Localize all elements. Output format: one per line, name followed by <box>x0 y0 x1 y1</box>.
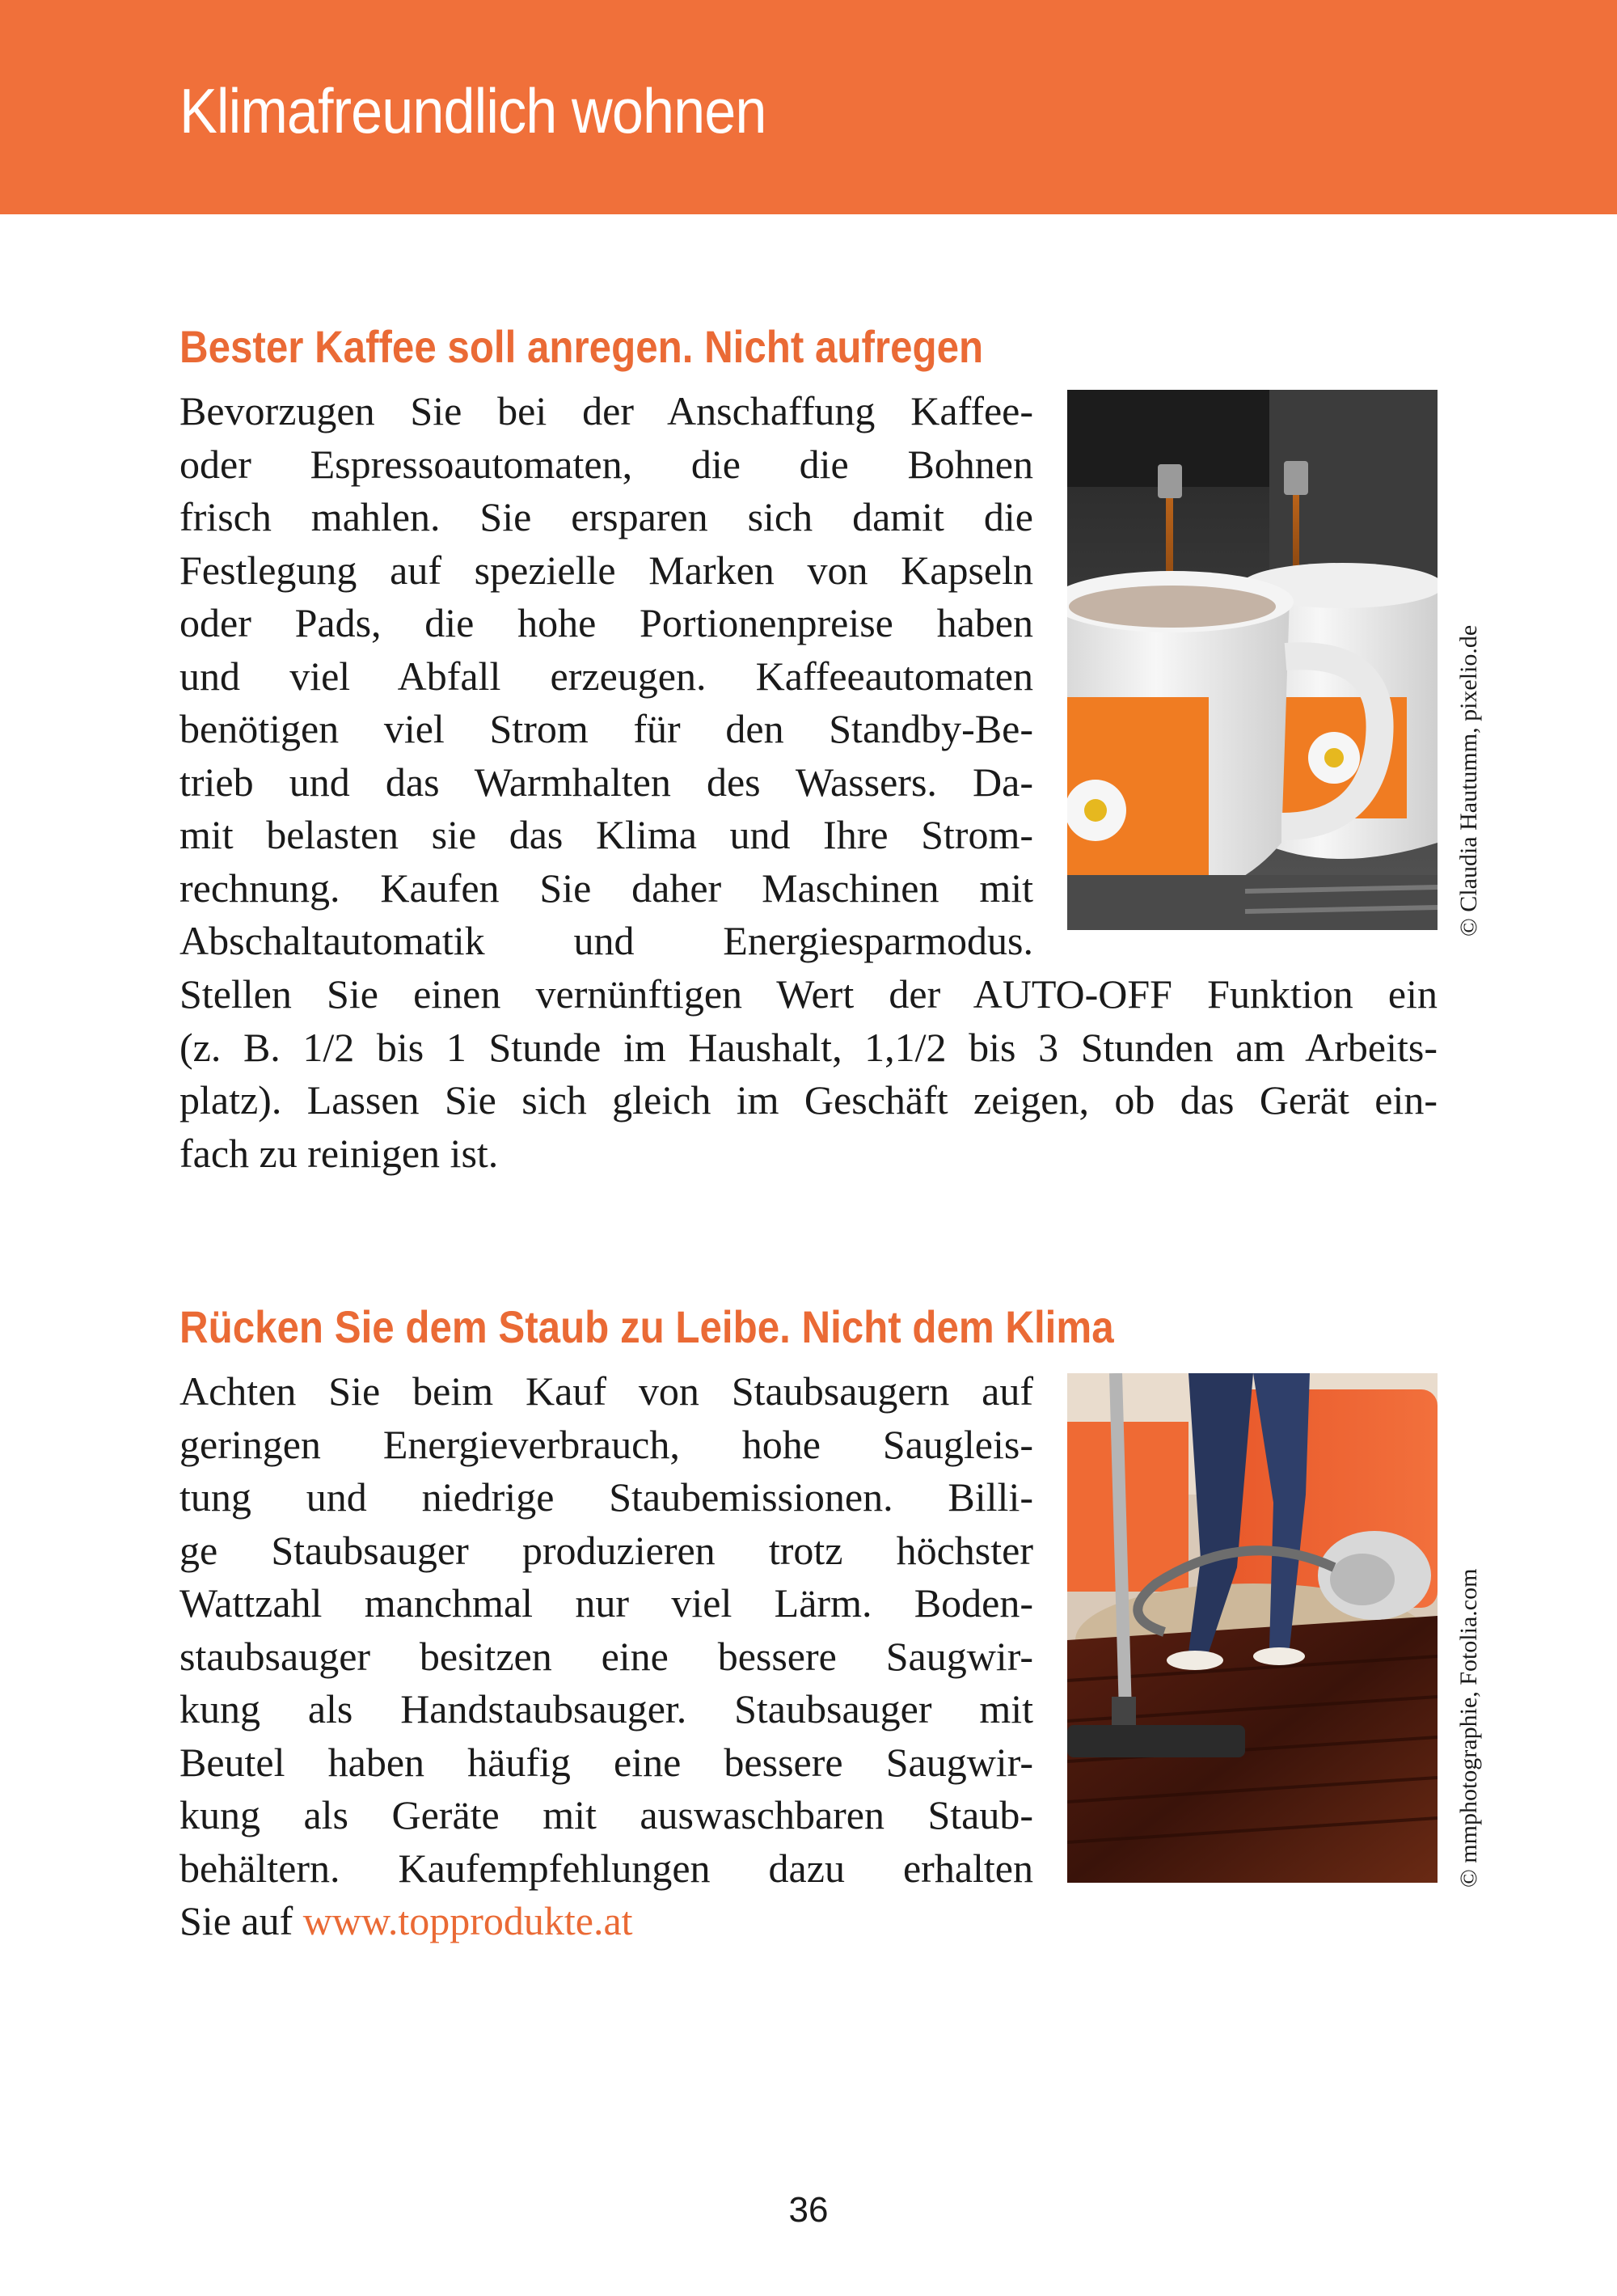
text-line: trieb und das Warmhalten des Wassers. Da- <box>179 759 1033 805</box>
text-line: staubsauger besitzen eine bessere Saugwir- <box>179 1633 1033 1679</box>
text-line: benötigen viel Strom für den Standby-Be- <box>179 706 1033 751</box>
vacuum-photo <box>1067 1373 1438 1883</box>
text-line: mit belasten sie das Klima und Ihre Strom- <box>179 812 1033 857</box>
text-line: oder Espressoautomaten, die die Bohnen <box>179 441 1033 487</box>
section-heading-coffee: Bester Kaffee soll anregen. Nicht aufregen <box>179 321 984 372</box>
text-line: Achten Sie beim Kauf von Staubsaugern auf <box>179 1368 1033 1414</box>
text-line: Stellen Sie einen vernünftigen Wert der AUTO-OFF Funktion ein <box>179 971 1438 1017</box>
text-line: behältern. Kaufempfehlungen dazu erhalten <box>179 1845 1033 1891</box>
text-prefix: Sie auf <box>179 1898 303 1943</box>
text-line: tung und niedrige Staubemissionen. Billi- <box>179 1474 1033 1520</box>
text-line: Bevorzugen Sie bei der Anschaffung Kaffee- <box>179 388 1033 433</box>
text-line: Festlegung auf spezielle Marken von Kapseln <box>179 547 1033 593</box>
text-line: Wattzahl manchmal nur viel Lärm. Boden- <box>179 1580 1033 1626</box>
text-line: frisch mahlen. Sie ersparen sich damit die <box>179 494 1033 539</box>
text-line: oder Pads, die hohe Portionenpreise haben <box>179 600 1033 645</box>
text-line: kung als Geräte mit auswaschbaren Staub- <box>179 1792 1033 1837</box>
text-line: und viel Abfall erzeugen. Kaffeeautomaten <box>179 653 1033 699</box>
text-line: fach zu reinigen ist. <box>179 1130 499 1176</box>
page-title: Klimafreundlich wohnen <box>179 75 766 146</box>
text-line: rechnung. Kaufen Sie daher Maschinen mit <box>179 865 1033 911</box>
photo-credit-coffee: © Claudia Hautumm, pixelio.de <box>1455 624 1482 937</box>
text-line: Beutel haben häufig eine bessere Saugwir- <box>179 1739 1033 1785</box>
text-line: ge Staubsauger produzieren trotz höchster <box>179 1527 1033 1573</box>
text-line: (z. B. 1/2 bis 1 Stunde im Haushalt, 1,1/2 bis 3 Stunden am Arbeits- <box>179 1024 1438 1070</box>
photo-credit-vacuum: © mmphotographie, Fotolia.com <box>1455 1568 1482 1888</box>
topprodukte-link[interactable]: www.topprodukte.at <box>302 1898 633 1943</box>
coffee-paragraph <box>179 385 1033 968</box>
coffee-photo <box>1067 390 1438 930</box>
text-line-with-link <box>179 1895 1033 1948</box>
text-line: Abschaltautomatik und Energiesparmodus. <box>179 918 1033 963</box>
coffee-paragraph-continued <box>179 968 1438 1180</box>
text-line: kung als Handstaubsauger. Staubsauger mit <box>179 1686 1033 1732</box>
text-line: platz). Lassen Sie sich gleich im Geschäft zeigen, ob das Gerät ein- <box>179 1077 1438 1123</box>
page-number: 36 <box>788 2190 829 2230</box>
text-line: geringen Energieverbrauch, hohe Saugleis- <box>179 1421 1033 1467</box>
section-heading-vacuum: Rücken Sie dem Staub zu Leibe. Nicht dem Klima <box>179 1301 1114 1352</box>
vacuum-paragraph <box>179 1365 1033 1948</box>
